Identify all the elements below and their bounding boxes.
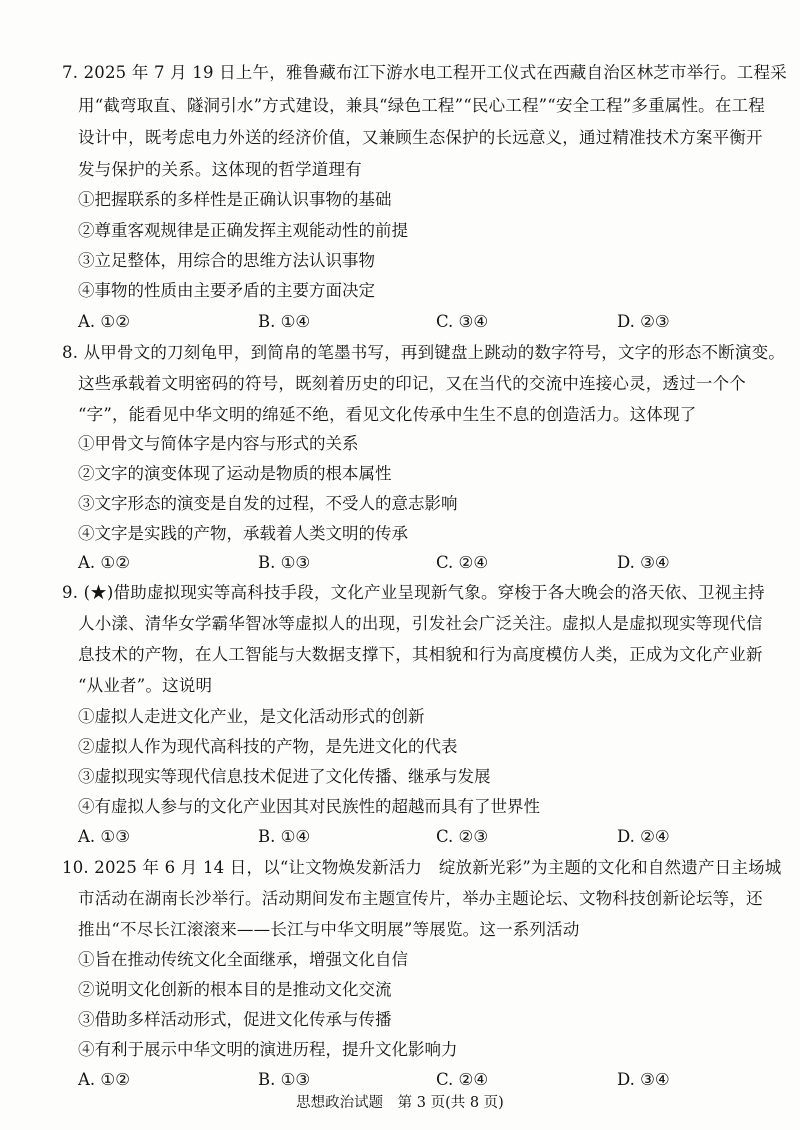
statement-option: ④有利于展示中华文明的演进历程，提升文化影响力 [78,1040,458,1059]
statement-option: ②虚拟人作为现代高科技的产物，是先进文化的代表 [78,737,458,756]
question-stem-line: 人小漾、清华女学霸华智冰等虚拟人的出现，引发社会广泛关注。虚拟人是虚拟现实等现代信 [78,614,763,633]
question-stem-line: “字”，能看见中华文明的绵延不绝，看见文化传承中生生不息的创造活力。这体现了 [78,405,697,424]
statement-option: ①甲骨文与简体字是内容与形式的关系 [78,434,359,453]
question-stem-line: 用“截弯取直、隧洞引水”方式建设，兼具“绿色工程”“民心工程”“安全工程”多重属性。在工程 [78,96,765,115]
answer-choice-a[interactable]: A. ①② [78,553,130,572]
question-stem-line: 设计中，既考虑电力外送的经济价值，又兼顾生态保护的长远意义，通过精准技术方案平衡开 [78,128,763,147]
statement-option: ②尊重客观规律是正确发挥主观能动性的前提 [78,221,408,240]
statement-option: ④文字是实践的产物，承载着人类文明的传承 [78,524,408,543]
answer-choice-a[interactable]: A. ①② [78,312,130,331]
question-stem-line: 息技术的产物，在人工智能与大数据支撑下，其相貌和行为高度模仿人类，正成为文化产业新 [78,645,763,664]
statement-option: ②说明文化创新的根本目的是推动文化交流 [78,980,392,999]
question-stem-line: 8. 从甲骨文的刀刻龟甲，到简帛的笔墨书写，再到键盘上跳动的数字符号，文字的形态不断演变。 [62,343,785,362]
answer-choice-c[interactable]: C. ②④ [436,1070,489,1089]
page-footer: 思想政治试题 第 3 页(共 8 页) [296,1095,504,1111]
statement-option: ③立足整体，用综合的思维方法认识事物 [78,251,375,270]
statement-option: ①旨在推动传统文化全面继承，增强文化自信 [78,950,408,969]
statement-option: ②文字的演变体现了运动是物质的根本属性 [78,464,392,483]
answer-choice-b[interactable]: B. ①③ [258,1070,311,1089]
question-stem-line: 推出“不尽长江滚滚来——长江与中华文明展”等展览。这一系列活动 [78,920,580,939]
statement-option: ③虚拟现实等现代信息技术促进了文化传播、继承与发展 [78,767,491,786]
answer-choice-b[interactable]: B. ①④ [258,827,311,846]
answer-choice-c[interactable]: C. ②④ [436,553,489,572]
answer-choice-c[interactable]: C. ③④ [436,312,489,331]
answer-choice-a[interactable]: A. ①③ [78,827,130,846]
question-stem-line: 9. (★)借助虚拟现实等高科技手段，文化产业呈现新气象。穿梭于各大晚会的洛天依、卫视主持 [62,583,765,602]
answer-choice-d[interactable]: D. ③④ [617,1070,670,1089]
question-stem-line: 这些承载着文明密码的符号，既刻着历史的印记，又在当代的交流中连接心灵，透过一个个 [78,374,746,393]
question-stem-line: 发与保护的关系。这体现的哲学道理有 [78,160,362,179]
question-stem-line: 市活动在湖南长沙举行。活动期间发布主题宣传片，举办主题论坛、文物科技创新论坛等，还 [78,889,763,908]
answer-choice-d[interactable]: D. ②④ [617,827,670,846]
question-stem-line: “从业者”。这说明 [78,676,213,695]
statement-option: ①把握联系的多样性是正确认识事物的基础 [78,190,392,209]
statement-option: ③借助多样活动形式，促进文化传承与传播 [78,1010,392,1029]
statement-option: ③文字形态的演变是自发的过程，不受人的意志影响 [78,494,458,513]
answer-choice-d[interactable]: D. ③④ [617,553,670,572]
answer-choice-c[interactable]: C. ②③ [436,827,489,846]
question-stem-line: 7. 2025 年 7 月 19 日上午，雅鲁藏布江下游水电工程开工仪式在西藏自治区林芝市举行。工程采 [62,63,787,82]
answer-choice-b[interactable]: B. ①④ [258,312,311,331]
statement-option: ④事物的性质由主要矛盾的主要方面决定 [78,281,375,300]
answer-choice-d[interactable]: D. ②③ [617,312,670,331]
statement-option: ④有虚拟人参与的文化产业因其对民族性的超越而具有了世界性 [78,797,540,816]
question-stem-line: 10. 2025 年 6 月 14 日，以“让文物焕发新活力 绽放新光彩”为主题的文化和自然遗产日主场城 [62,858,782,877]
answer-choice-a[interactable]: A. ①② [78,1070,130,1089]
answer-choice-b[interactable]: B. ①③ [258,553,311,572]
statement-option: ①虚拟人走进文化产业，是文化活动形式的创新 [78,707,425,726]
